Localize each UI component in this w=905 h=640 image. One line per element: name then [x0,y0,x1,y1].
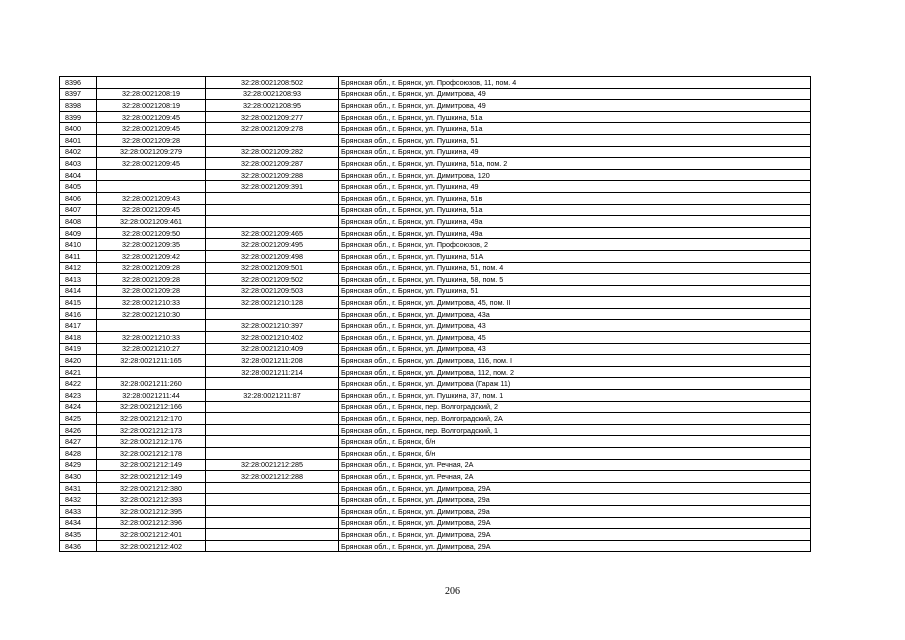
object-cadastral-number [206,134,339,146]
parcel-cadastral-number: 32:28:0021212:402 [97,540,206,552]
object-cadastral-number [206,378,339,390]
row-number: 8425 [60,413,97,425]
row-number: 8412 [60,262,97,274]
address-cell: Брянская обл., г. Брянск, ул. Пушкина, 49 [339,181,811,193]
object-cadastral-number [206,413,339,425]
object-cadastral-number: 32:28:0021209:498 [206,250,339,262]
parcel-cadastral-number [97,181,206,193]
table-row [60,134,811,146]
object-cadastral-number [206,401,339,413]
object-cadastral-number [206,540,339,552]
table-row [60,77,811,89]
address-cell: Брянская обл., г. Брянск, ул. Димитрова, 29а [339,505,811,517]
object-cadastral-number: 32:28:0021209:503 [206,285,339,297]
parcel-cadastral-number: 32:28:0021212:170 [97,413,206,425]
row-number: 8415 [60,297,97,309]
table-row [60,158,811,170]
table-row [60,227,811,239]
table-row [60,413,811,425]
row-number: 8428 [60,448,97,460]
address-cell: Брянская обл., г. Брянск, пер. Волгоградский, 2 [339,401,811,413]
address-cell: Брянская обл., г. Брянск, ул. Пушкина, 49а [339,227,811,239]
object-cadastral-number: 32:28:0021209:465 [206,227,339,239]
address-cell: Брянская обл., г. Брянск, б/н [339,436,811,448]
row-number: 8419 [60,343,97,355]
table-row [60,529,811,541]
registry-table [59,76,811,552]
address-cell: Брянская обл., г. Брянск, ул. Димитрова, 45 [339,332,811,344]
table-row [60,424,811,436]
table-row [60,459,811,471]
parcel-cadastral-number: 32:28:0021209:28 [97,134,206,146]
address-cell: Брянская обл., г. Брянск, ул. Профсоюзов, 2 [339,239,811,251]
address-cell: Брянская обл., г. Брянск, ул. Пушкина, 51а [339,111,811,123]
address-cell: Брянская обл., г. Брянск, ул. Димитрова, 120 [339,169,811,181]
table-row [60,181,811,193]
parcel-cadastral-number: 32:28:0021212:395 [97,505,206,517]
address-cell: Брянская обл., г. Брянск, ул. Профсоюзов, 11, пом. 4 [339,77,811,89]
parcel-cadastral-number: 32:28:0021212:176 [97,436,206,448]
row-number: 8430 [60,471,97,483]
parcel-cadastral-number [97,77,206,89]
row-number: 8404 [60,169,97,181]
address-cell: Брянская обл., г. Брянск, ул. Пушкина, 51в [339,192,811,204]
table-row [60,332,811,344]
row-number: 8400 [60,123,97,135]
object-cadastral-number: 32:28:0021211:214 [206,366,339,378]
row-number: 8436 [60,540,97,552]
object-cadastral-number [206,308,339,320]
table-row [60,262,811,274]
address-cell: Брянская обл., г. Брянск, ул. Димитрова (Гараж 11) [339,378,811,390]
row-number: 8431 [60,482,97,494]
address-cell: Брянская обл., г. Брянск, ул. Пушкина, 51, пом. 4 [339,262,811,274]
row-number: 8410 [60,239,97,251]
address-cell: Брянская обл., г. Брянск, ул. Пушкина, 51А [339,250,811,262]
row-number: 8399 [60,111,97,123]
row-number: 8423 [60,390,97,402]
row-number: 8408 [60,216,97,228]
object-cadastral-number: 32:28:0021208:502 [206,77,339,89]
table-row [60,216,811,228]
parcel-cadastral-number: 32:28:0021211:44 [97,390,206,402]
address-cell: Брянская обл., г. Брянск, ул. Речная, 2А [339,459,811,471]
row-number: 8401 [60,134,97,146]
parcel-cadastral-number: 32:28:0021212:149 [97,459,206,471]
row-number: 8403 [60,158,97,170]
address-cell: Брянская обл., г. Брянск, ул. Димитрова, 49 [339,88,811,100]
parcel-cadastral-number: 32:28:0021212:178 [97,448,206,460]
object-cadastral-number: 32:28:0021209:277 [206,111,339,123]
row-number: 8405 [60,181,97,193]
table-row [60,448,811,460]
row-number: 8418 [60,332,97,344]
parcel-cadastral-number: 32:28:0021210:33 [97,332,206,344]
parcel-cadastral-number: 32:28:0021212:380 [97,482,206,494]
object-cadastral-number: 32:28:0021212:285 [206,459,339,471]
table-row [60,204,811,216]
row-number: 8416 [60,308,97,320]
object-cadastral-number: 32:28:0021209:282 [206,146,339,158]
address-cell: Брянская обл., г. Брянск, ул. Димитрова, 49 [339,100,811,112]
row-number: 8432 [60,494,97,506]
row-number: 8409 [60,227,97,239]
parcel-cadastral-number: 32:28:0021209:28 [97,262,206,274]
address-cell: Брянская обл., г. Брянск, ул. Пушкина, 51 [339,285,811,297]
address-cell: Брянская обл., г. Брянск, ул. Пушкина, 37, пом. 1 [339,390,811,402]
object-cadastral-number [206,216,339,228]
table-row [60,494,811,506]
table-row [60,297,811,309]
object-cadastral-number [206,517,339,529]
object-cadastral-number [206,436,339,448]
object-cadastral-number: 32:28:0021209:502 [206,274,339,286]
object-cadastral-number: 32:28:0021212:288 [206,471,339,483]
parcel-cadastral-number: 32:28:0021209:279 [97,146,206,158]
address-cell: Брянская обл., г. Брянск, ул. Димитрова, 112, пом. 2 [339,366,811,378]
parcel-cadastral-number: 32:28:0021210:27 [97,343,206,355]
table-row [60,192,811,204]
object-cadastral-number: 32:28:0021209:501 [206,262,339,274]
table-row [60,540,811,552]
registry-table-body [60,77,811,552]
address-cell: Брянская обл., г. Брянск, ул. Димитрова, 43 [339,343,811,355]
row-number: 8414 [60,285,97,297]
row-number: 8434 [60,517,97,529]
table-row [60,169,811,181]
table-row [60,123,811,135]
parcel-cadastral-number: 32:28:0021208:19 [97,88,206,100]
row-number: 8413 [60,274,97,286]
parcel-cadastral-number: 32:28:0021209:45 [97,158,206,170]
table-row [60,517,811,529]
address-cell: Брянская обл., г. Брянск, б/н [339,448,811,460]
object-cadastral-number: 32:28:0021208:93 [206,88,339,100]
table-row [60,401,811,413]
address-cell: Брянская обл., г. Брянск, ул. Димитрова, 29А [339,482,811,494]
table-row [60,471,811,483]
object-cadastral-number: 32:28:0021211:87 [206,390,339,402]
table-row [60,366,811,378]
address-cell: Брянская обл., г. Брянск, ул. Пушкина, 49а [339,216,811,228]
address-cell: Брянская обл., г. Брянск, ул. Димитрова, 116, пом. I [339,355,811,367]
parcel-cadastral-number: 32:28:0021212:173 [97,424,206,436]
parcel-cadastral-number: 32:28:0021212:166 [97,401,206,413]
row-number: 8406 [60,192,97,204]
address-cell: Брянская обл., г. Брянск, ул. Димитрова, 29А [339,529,811,541]
table-row [60,308,811,320]
address-cell: Брянская обл., г. Брянск, ул. Пушкина, 49 [339,146,811,158]
address-cell: Брянская обл., г. Брянск, ул. Димитрова, 43а [339,308,811,320]
address-cell: Брянская обл., г. Брянск, ул. Пушкина, 58, пом. 5 [339,274,811,286]
row-number: 8435 [60,529,97,541]
table-row [60,343,811,355]
parcel-cadastral-number: 32:28:0021209:45 [97,204,206,216]
table-row [60,378,811,390]
address-cell: Брянская обл., г. Брянск, ул. Димитрова, 29А [339,540,811,552]
object-cadastral-number [206,505,339,517]
object-cadastral-number [206,204,339,216]
parcel-cadastral-number [97,320,206,332]
row-number: 8427 [60,436,97,448]
table-row [60,100,811,112]
table-row [60,111,811,123]
object-cadastral-number [206,448,339,460]
object-cadastral-number: 32:28:0021209:495 [206,239,339,251]
address-cell: Брянская обл., г. Брянск, ул. Пушкина, 51а [339,204,811,216]
table-row [60,285,811,297]
object-cadastral-number: 32:28:0021210:397 [206,320,339,332]
parcel-cadastral-number: 32:28:0021209:461 [97,216,206,228]
row-number: 8397 [60,88,97,100]
object-cadastral-number: 32:28:0021210:128 [206,297,339,309]
object-cadastral-number: 32:28:0021210:402 [206,332,339,344]
address-cell: Брянская обл., г. Брянск, ул. Пушкина, 51 [339,134,811,146]
object-cadastral-number: 32:28:0021209:287 [206,158,339,170]
table-row [60,250,811,262]
parcel-cadastral-number: 32:28:0021209:50 [97,227,206,239]
parcel-cadastral-number: 32:28:0021211:165 [97,355,206,367]
parcel-cadastral-number [97,366,206,378]
object-cadastral-number [206,424,339,436]
object-cadastral-number: 32:28:0021209:278 [206,123,339,135]
table-row [60,274,811,286]
parcel-cadastral-number [97,169,206,181]
row-number: 8398 [60,100,97,112]
parcel-cadastral-number: 32:28:0021209:45 [97,111,206,123]
row-number: 8402 [60,146,97,158]
parcel-cadastral-number: 32:28:0021209:35 [97,239,206,251]
address-cell: Брянская обл., г. Брянск, ул. Пушкина, 51а [339,123,811,135]
object-cadastral-number: 32:28:0021208:95 [206,100,339,112]
table-row [60,239,811,251]
object-cadastral-number: 32:28:0021209:391 [206,181,339,193]
row-number: 8420 [60,355,97,367]
address-cell: Брянская обл., г. Брянск, пер. Волгоградский, 2А [339,413,811,425]
table-row [60,390,811,402]
address-cell: Брянская обл., г. Брянск, ул. Пушкина, 51а, пом. 2 [339,158,811,170]
row-number: 8424 [60,401,97,413]
page-number: 206 [445,586,460,597]
object-cadastral-number [206,192,339,204]
row-number: 8407 [60,204,97,216]
address-cell: Брянская обл., г. Брянск, ул. Димитрова, 45, пом. II [339,297,811,309]
object-cadastral-number [206,494,339,506]
row-number: 8426 [60,424,97,436]
row-number: 8417 [60,320,97,332]
parcel-cadastral-number: 32:28:0021209:45 [97,123,206,135]
parcel-cadastral-number: 32:28:0021212:149 [97,471,206,483]
table-row [60,355,811,367]
parcel-cadastral-number: 32:28:0021210:33 [97,297,206,309]
parcel-cadastral-number: 32:28:0021208:19 [97,100,206,112]
address-cell: Брянская обл., г. Брянск, ул. Димитрова, 29а [339,494,811,506]
table-row [60,146,811,158]
object-cadastral-number: 32:28:0021211:208 [206,355,339,367]
row-number: 8429 [60,459,97,471]
table-row [60,436,811,448]
parcel-cadastral-number: 32:28:0021210:30 [97,308,206,320]
table-row [60,88,811,100]
table-row [60,505,811,517]
parcel-cadastral-number: 32:28:0021212:401 [97,529,206,541]
row-number: 8433 [60,505,97,517]
object-cadastral-number [206,529,339,541]
parcel-cadastral-number: 32:28:0021211:260 [97,378,206,390]
parcel-cadastral-number: 32:28:0021212:396 [97,517,206,529]
row-number: 8396 [60,77,97,89]
parcel-cadastral-number: 32:28:0021209:28 [97,274,206,286]
parcel-cadastral-number: 32:28:0021209:43 [97,192,206,204]
row-number: 8421 [60,366,97,378]
parcel-cadastral-number: 32:28:0021209:28 [97,285,206,297]
address-cell: Брянская обл., г. Брянск, ул. Димитрова, 29А [339,517,811,529]
address-cell: Брянская обл., г. Брянск, ул. Речная, 2А [339,471,811,483]
object-cadastral-number [206,482,339,494]
row-number: 8411 [60,250,97,262]
row-number: 8422 [60,378,97,390]
address-cell: Брянская обл., г. Брянск, ул. Димитрова, 43 [339,320,811,332]
parcel-cadastral-number: 32:28:0021212:393 [97,494,206,506]
object-cadastral-number: 32:28:0021210:409 [206,343,339,355]
parcel-cadastral-number: 32:28:0021209:42 [97,250,206,262]
table-row [60,482,811,494]
address-cell: Брянская обл., г. Брянск, пер. Волгоградский, 1 [339,424,811,436]
object-cadastral-number: 32:28:0021209:288 [206,169,339,181]
table-row [60,320,811,332]
